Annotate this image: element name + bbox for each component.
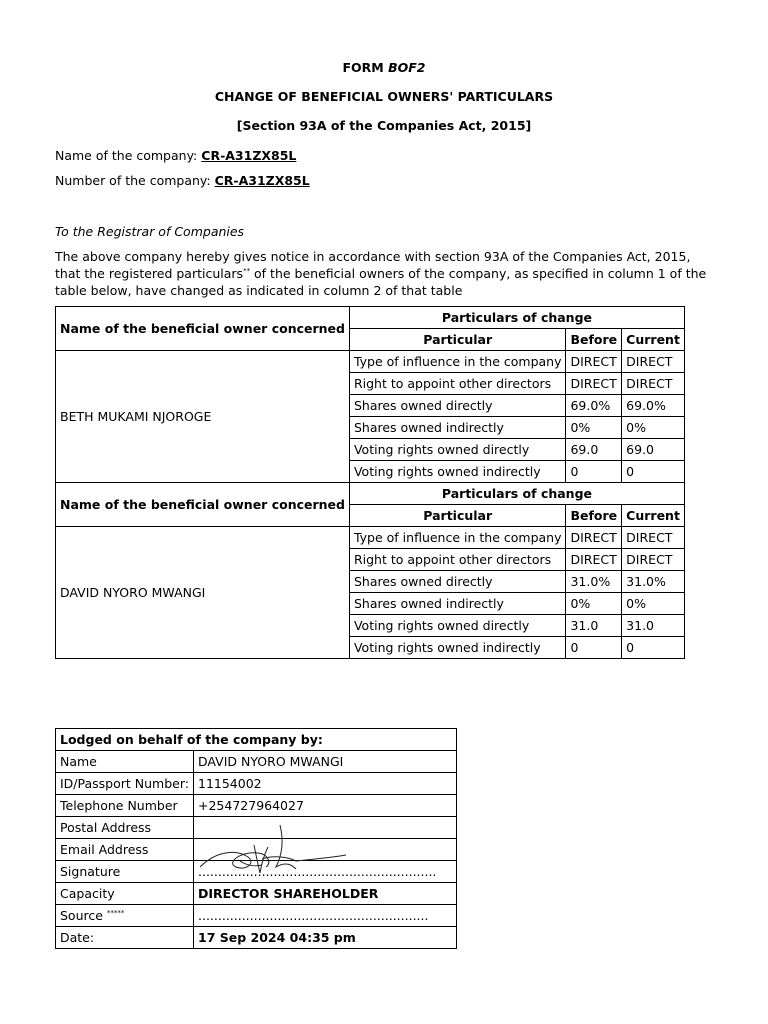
particular-cell: Right to appoint other directors xyxy=(349,373,566,395)
before-cell: DIRECT xyxy=(566,527,622,549)
notice-paragraph xyxy=(55,248,715,299)
form-section: [Section 93A of the Companies Act, 2015] xyxy=(236,118,532,133)
company-name-label: Name of the company: xyxy=(55,148,198,163)
company-number-label: Number of the company: xyxy=(55,173,211,188)
lodged-id-value: 11154002 xyxy=(194,773,457,795)
before-cell: 0% xyxy=(566,593,622,615)
owner-name: DAVID NYORO MWANGI xyxy=(56,527,350,659)
particular-row xyxy=(56,527,685,549)
source-dots: .......................................................... xyxy=(198,908,429,923)
before-cell: DIRECT xyxy=(566,549,622,571)
signature-dots: ............................................................ xyxy=(198,864,437,879)
particular-cell: Type of influence in the company xyxy=(349,351,566,373)
lodged-phone-value: +254727964027 xyxy=(194,795,457,817)
lodged-name-label: Name xyxy=(56,751,194,773)
lodged-capacity-value: DIRECTOR SHAREHOLDER xyxy=(194,883,457,905)
current-cell: DIRECT xyxy=(622,373,685,395)
company-name-line xyxy=(55,148,296,163)
before-header: Before xyxy=(566,505,622,527)
particular-cell: Shares owned directly xyxy=(349,571,566,593)
lodged-phone-row xyxy=(56,795,457,817)
company-name-value: CR-A31ZX85L xyxy=(201,148,297,163)
current-cell: 69.0% xyxy=(622,395,685,417)
before-cell: 31.0 xyxy=(566,615,622,637)
particulars-change-header: Particulars of change xyxy=(349,307,684,329)
before-cell: 0 xyxy=(566,461,622,483)
lodged-title: Lodged on behalf of the company by: xyxy=(56,729,457,751)
particular-cell: Shares owned indirectly xyxy=(349,593,566,615)
notice-body-part2: of the beneficial owners of the company, as specified in column 1 of the table below, have changed as indicated in column 2 of that table xyxy=(55,266,707,298)
form-code: BOF2 xyxy=(388,60,426,75)
before-header: Before xyxy=(566,329,622,351)
particular-cell: Voting rights owned indirectly xyxy=(349,637,566,659)
lodged-signature-cell xyxy=(194,861,457,883)
owner-name-header: Name of the beneficial owner concerned xyxy=(56,307,350,351)
particular-cell: Shares owned indirectly xyxy=(349,417,566,439)
company-number-value: CR-A31ZX85L xyxy=(214,173,310,188)
before-cell: 69.0 xyxy=(566,439,622,461)
owner-header-row xyxy=(56,483,685,505)
company-number-line xyxy=(55,173,310,188)
owner-header-row xyxy=(56,307,685,329)
before-cell: 0% xyxy=(566,417,622,439)
owner-name: BETH MUKAMI NJOROGE xyxy=(56,351,350,483)
lodged-source-mark: ***** xyxy=(106,908,125,917)
particular-header: Particular xyxy=(349,505,566,527)
current-cell: 0% xyxy=(622,593,685,615)
before-cell: 31.0% xyxy=(566,571,622,593)
lodged-source-label: Source xyxy=(60,908,103,923)
lodged-source-row xyxy=(56,905,457,927)
lodged-name-row xyxy=(56,751,457,773)
lodged-signature-label: Signature xyxy=(56,861,194,883)
beneficial-owners-table xyxy=(55,306,685,659)
lodged-source-cell xyxy=(56,905,194,927)
form-heading xyxy=(0,60,768,75)
lodged-id-row xyxy=(56,773,457,795)
particular-cell: Right to appoint other directors xyxy=(349,549,566,571)
notice-footnote-mark: ** xyxy=(243,266,251,275)
current-cell: DIRECT xyxy=(622,527,685,549)
lodged-signature-row xyxy=(56,861,457,883)
lodged-by-table xyxy=(55,728,457,949)
lodged-date-label: Date: xyxy=(56,927,194,949)
particular-cell: Voting rights owned directly xyxy=(349,615,566,637)
particular-cell: Shares owned directly xyxy=(349,395,566,417)
notice-body-part1: The above company hereby gives notice in accordance with section 93A of the Companies Act, 2015, that the registered particulars xyxy=(55,249,691,281)
lodged-title-row xyxy=(56,729,457,751)
particular-cell: Type of influence in the company xyxy=(349,527,566,549)
current-cell: 0 xyxy=(622,637,685,659)
lodged-capacity-label: Capacity xyxy=(56,883,194,905)
lodged-phone-label: Telephone Number xyxy=(56,795,194,817)
addressee: To the Registrar of Companies xyxy=(55,224,245,239)
current-cell: 31.0 xyxy=(622,615,685,637)
handwritten-signature xyxy=(196,821,456,891)
current-cell: 0 xyxy=(622,461,685,483)
before-cell: 0 xyxy=(566,637,622,659)
current-header: Current xyxy=(622,505,685,527)
lodged-email-label: Email Address xyxy=(56,839,194,861)
current-cell: DIRECT xyxy=(622,351,685,373)
lodged-id-label: ID/Passport Number: xyxy=(56,773,194,795)
before-cell: 69.0% xyxy=(566,395,622,417)
current-cell: DIRECT xyxy=(622,549,685,571)
before-cell: DIRECT xyxy=(566,373,622,395)
lodged-date-value: 17 Sep 2024 04:35 pm xyxy=(194,927,457,949)
lodged-date-row xyxy=(56,927,457,949)
current-header: Current xyxy=(622,329,685,351)
particular-cell: Voting rights owned directly xyxy=(349,439,566,461)
lodged-name-value: DAVID NYORO MWANGI xyxy=(194,751,457,773)
current-cell: 31.0% xyxy=(622,571,685,593)
form-title: CHANGE OF BENEFICIAL OWNERS' PARTICULARS xyxy=(214,89,554,104)
particular-row xyxy=(56,351,685,373)
particulars-change-header: Particulars of change xyxy=(349,483,684,505)
lodged-postal-label: Postal Address xyxy=(56,817,194,839)
owner-name-header: Name of the beneficial owner concerned xyxy=(56,483,350,527)
current-cell: 0% xyxy=(622,417,685,439)
particular-header: Particular xyxy=(349,329,566,351)
form-prefix: FORM xyxy=(342,60,384,75)
current-cell: 69.0 xyxy=(622,439,685,461)
before-cell: DIRECT xyxy=(566,351,622,373)
particular-cell: Voting rights owned indirectly xyxy=(349,461,566,483)
lodged-source-value xyxy=(194,905,457,927)
